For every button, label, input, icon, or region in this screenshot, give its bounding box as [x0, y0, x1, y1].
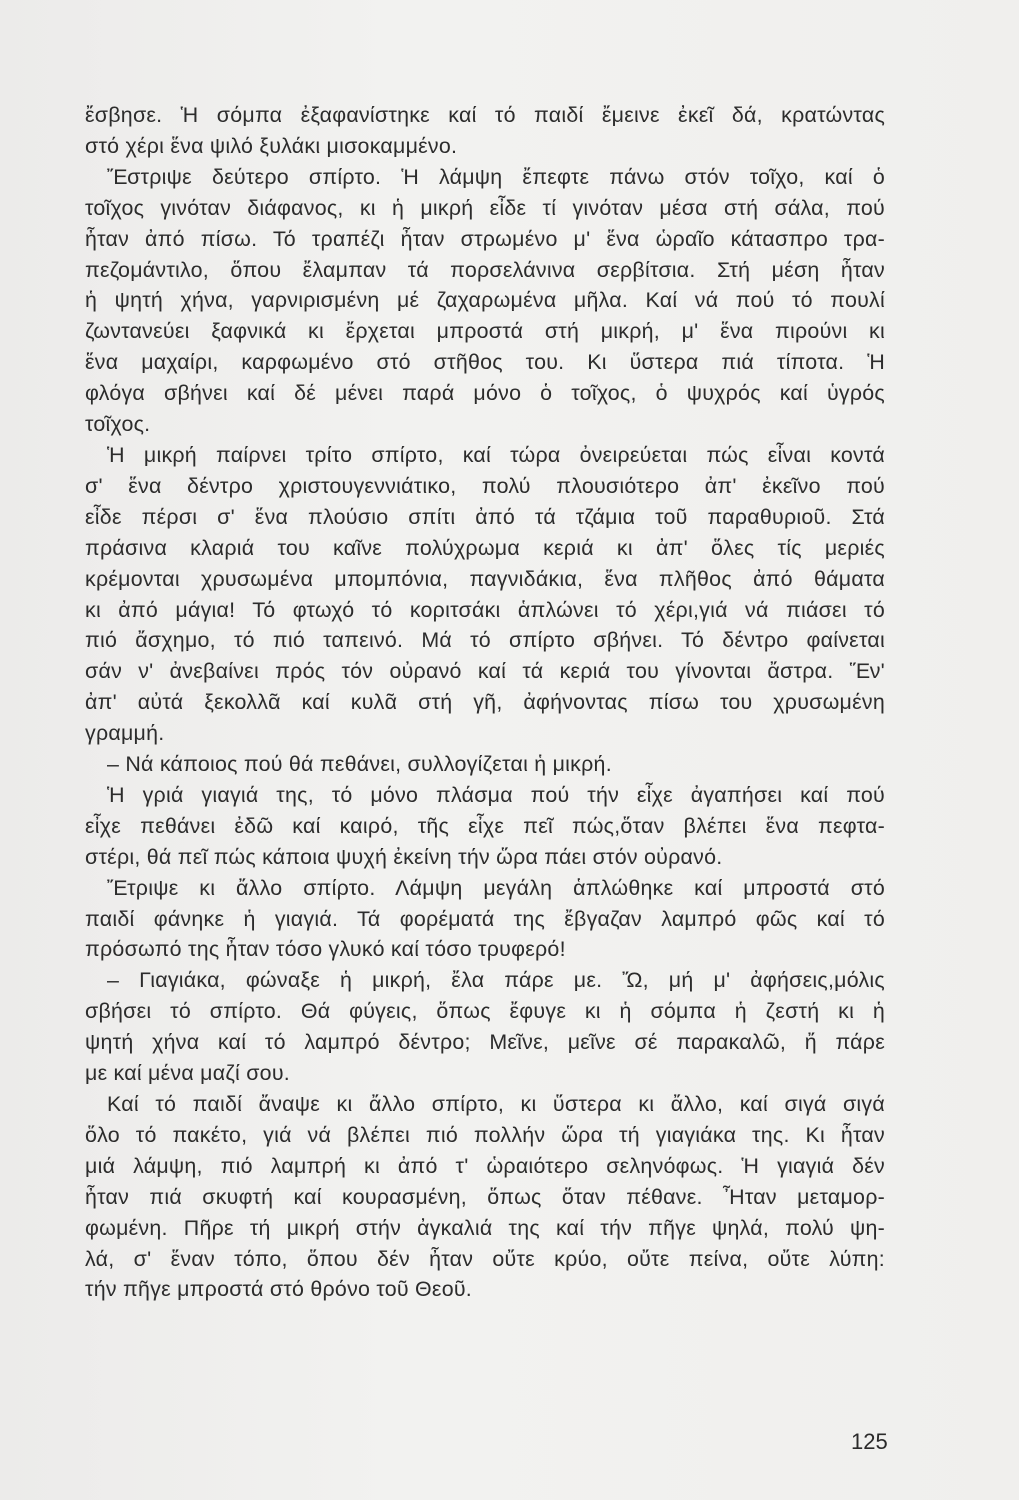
page-number: 125 [851, 1429, 888, 1454]
text-line: ἔσβησε. Ἡ σόμπα ἐξαφανίστηκε καί τό παιδί ἔμεινε ἐκεῖ δά, κρατώντας [85, 103, 885, 127]
paragraph [85, 440, 885, 749]
text-line: φωμένη. Πῆρε τή μικρή στήν ἀγκαλιά της καί τήν πῆγε ψηλά, πολύ ψη- [85, 1215, 885, 1240]
text-line: πεζομάντιλο, ὅπου ἔλαμπαν τά πορσελάνινα σερβίτσια. Στή μέση ἦταν [85, 257, 885, 282]
text-line: ψητή χήνα καί τό λαμπρό δέντρο; Μεῖνε, μεῖνε σέ παρακαλῶ, ἤ πάρε [85, 1030, 885, 1055]
text-line: Ἔτριψε κι ἄλλο σπίρτο. Λάμψη μεγάλη ἁπλώθηκε καί μπροστά στό [107, 875, 885, 900]
paragraph [85, 100, 885, 162]
text-line: ὅλο τό πακέτο, γιά νά βλέπει πιό πολλήν ὥρα τή γιαγιάκα της. Κι ἦταν [85, 1122, 885, 1147]
text-line: τοῖχος γινόταν διάφανος, κι ἡ μικρή εἶδε τί γινόταν μέσα στή σάλα, πού [85, 195, 885, 220]
text-line: παιδί φάνηκε ἡ γιαγιά. Τά φορέματά της ἔβγαζαν λαμπρό φῶς καί τό [85, 906, 885, 931]
text-line: στό χέρι ἕνα ψιλό ξυλάκι μισοκαμμένο. [85, 133, 458, 158]
paragraph [85, 1089, 885, 1305]
text-line: πιό ἄσχημο, τό πιό ταπεινό. Μά τό σπίρτο σβήνει. Τό δέντρο φαίνεται [85, 628, 885, 653]
text-line: πράσινα κλαριά του καῖνε πολύχρωμα κεριά κι ἀπ' ὅλες τίς μεριές [85, 535, 885, 560]
text-line: πρόσωπό της ἦταν τόσο γλυκό καί τόσο τρυφερό! [85, 937, 566, 962]
text-line: Καί τό παιδί ἄναψε κι ἄλλο σπίρτο, κι ὕστερα κι ἄλλο, καί σιγά σιγά [107, 1092, 885, 1116]
text-line: γραμμή. [85, 721, 165, 746]
text-line: με καί μένα μαζί σου. [85, 1061, 290, 1086]
text-line: τοῖχος. [85, 412, 151, 437]
text-line: σβήσει τό σπίρτο. Θά φύγεις, ὅπως ἔφυγε κι ἡ σόμπα ἡ ζεστή κι ἡ [85, 999, 885, 1024]
text-line: Ἔστριψε δεύτερο σπίρτο. Ἡ λάμψη ἔπεφτε πάνω στόν τοῖχο, καί ὁ [107, 164, 885, 189]
text-line: σάν ν' ἀνεβαίνει πρός τόν οὐρανό καί τά κεριά του γίνονται ἄστρα. Ἕν' [85, 659, 885, 684]
text-line: ἀπ' αὐτά ξεκολλᾶ καί κυλᾶ στή γῆ, ἀφήνοντας πίσω του χρυσωμένη [85, 690, 885, 715]
text-line: ἦταν πιά σκυφτή καί κουρασμένη, ὅπως ὅταν πέθανε. Ἦταν μεταμορ- [85, 1184, 885, 1209]
text-line: εἶχε πεθάνει ἐδῶ καί καιρό, τῆς εἶχε πεῖ πώς,ὅταν βλέπει ἕνα πεφτα- [85, 813, 885, 838]
paragraph [85, 965, 885, 1089]
text-line: μιά λάμψη, πιό λαμπρή κι ἀπό τ' ὡραιότερο σεληνόφως. Ἡ γιαγιά δέν [85, 1153, 885, 1178]
paragraph [85, 873, 885, 966]
paragraph [85, 162, 885, 440]
text-line: στέρι, θά πεῖ πώς κάποια ψυχή ἐκείνη τήν ὥρα πάει στόν οὐρανό. [85, 844, 723, 869]
text-line: ζωντανεύει ξαφνικά κι ἔρχεται μπροστά στή μικρή, μ' ἕνα πιρούνι κι [85, 319, 885, 344]
text-line: κι ἀπό μάγια! Τό φτωχό τό κοριτσάκι ἁπλώνει τό χέρι,γιά νά πιάσει τό [85, 597, 885, 622]
text-line: – Γιαγιάκα, φώναξε ἡ μικρή, ἔλα πάρε με. Ὤ, μή μ' ἀφήσεις,μόλις [107, 968, 885, 993]
text-line: τήν πῆγε μπροστά στό θρόνο τοῦ Θεοῦ. [85, 1277, 473, 1302]
text-line: σ' ἕνα δέντρο χριστουγεννιάτικο, πολύ πλουσιότερο ἀπ' ἐκεῖνο πού [85, 473, 885, 498]
text-line: Ἡ μικρή παίρνει τρίτο σπίρτο, καί τώρα ὀνειρεύεται πώς εἶναι κοντά [107, 442, 885, 467]
text-line: ἦταν ἀπό πίσω. Τό τραπέζι ἦταν στρωμένο μ' ἕνα ὡραῖο κάτασπρο τρα- [85, 226, 885, 251]
text-line: εἶδε πέρσι σ' ἕνα πλούσιο σπίτι ἀπό τά τζάμια τοῦ παραθυριοῦ. Στά [85, 504, 885, 529]
body-text [85, 100, 885, 1305]
text-line: – Νά κάποιος πού θά πεθάνει, συλλογίζεται ἡ μικρή. [107, 752, 612, 777]
text-line: λά, σ' ἕναν τόπο, ὅπου δέν ἦταν οὔτε κρύο, οὔτε πείνα, οὔτε λύπη: [85, 1246, 885, 1271]
text-line: Ἡ γριά γιαγιά της, τό μόνο πλάσμα πού τήν εἶχε ἀγαπήσει καί πού [107, 782, 885, 807]
text-line: φλόγα σβήνει καί δέ μένει παρά μόνο ὁ τοῖχος, ὁ ψυχρός καί ὑγρός [85, 381, 885, 406]
text-line: ἕνα μαχαίρι, καρφωμένο στό στῆθος του. Κι ὕστερα πιά τίποτα. Ἡ [85, 350, 885, 375]
paragraph [85, 780, 885, 873]
text-line: ἡ ψητή χήνα, γαρνιρισμένη μέ ζαχαρωμένα μῆλα. Καί νά πού τό πουλί [85, 288, 885, 313]
text-line: κρέμονται χρυσωμένα μπομπόνια, παγνιδάκια, ἕνα πλῆθος ἀπό θάματα [85, 566, 885, 591]
paragraph [85, 749, 885, 780]
